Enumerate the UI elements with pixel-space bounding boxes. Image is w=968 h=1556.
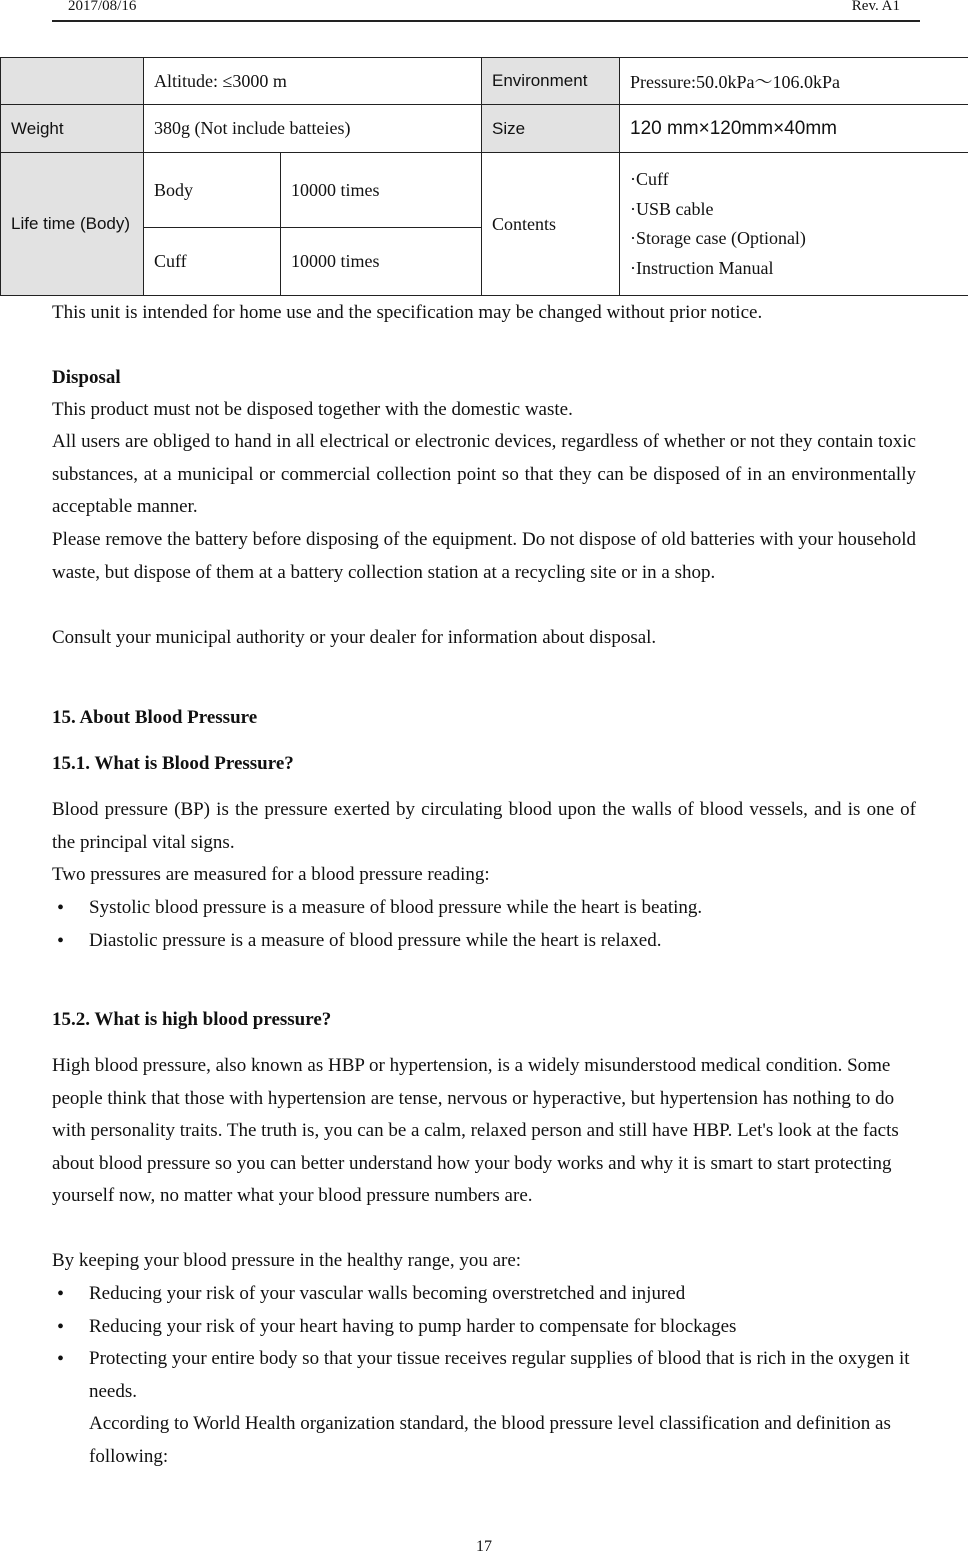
subsection-heading: 15.1. What is Blood Pressure?: [52, 748, 916, 781]
page-header: [52, 0, 920, 22]
body-paragraph: Blood pressure (BP) is the pressure exerted by circulating blood upon the walls of blood vessels, and is one of the principal vital signs.: [52, 794, 916, 859]
contents-item: ·Cuff: [630, 165, 958, 195]
size-label: Size: [482, 105, 620, 153]
disposal-paragraph: All users are obliged to hand in all electrical or electronic devices, regardless of whether or not they contain toxic substances, at a municipal or commercial collection point so that they can be disposed of in an environmentally acceptable manner.: [52, 426, 916, 524]
table-cell-empty: [1, 58, 144, 105]
disposal-paragraph: Consult your municipal authority or your dealer for information about disposal.: [52, 622, 916, 655]
weight-label: Weight: [1, 105, 144, 153]
pressure-value: Pressure:50.0kPa～106.0kPa: [620, 58, 968, 105]
header-revision: Rev. A1: [852, 0, 900, 15]
disposal-paragraph: Please remove the battery before disposing of the equipment. Do not dispose of old batteries with your household waste, but dispose of them at a battery collection station at a recycling site or in a shop.: [52, 524, 916, 589]
table-row: [1, 105, 968, 153]
benefits-list: [52, 1278, 916, 1408]
disposal-paragraph: This product must not be disposed together with the domestic waste.: [52, 394, 916, 427]
body-paragraph: Two pressures are measured for a blood pressure reading:: [52, 859, 916, 892]
contents-label: Contents: [482, 153, 620, 296]
disposal-heading: Disposal: [52, 362, 916, 395]
list-item: • Protecting your entire body so that your tissue receives regular supplies of blood that is rich in the oxygen it needs.: [52, 1343, 916, 1408]
contents-item: ·USB cable: [630, 195, 958, 225]
cuff-value: 10000 times: [281, 228, 482, 296]
altitude-value: Altitude: ≤3000 m: [144, 58, 482, 105]
list-item: • Diastolic pressure is a measure of blood pressure while the heart is relaxed.: [52, 925, 916, 958]
list-item: • Reducing your risk of your vascular walls becoming overstretched and injured: [52, 1278, 916, 1311]
list-item: • Reducing your risk of your heart having to pump harder to compensate for blockages: [52, 1311, 916, 1344]
contents-item: ·Instruction Manual: [630, 254, 958, 284]
environment-label: Environment: [482, 58, 620, 105]
table-row: [1, 58, 968, 105]
header-date: 2017/08/16: [68, 0, 136, 15]
section-heading: 15. About Blood Pressure: [52, 702, 916, 735]
contents-list: [620, 153, 968, 296]
page-number: 17: [0, 1538, 968, 1556]
size-value: 120 mm×120mm×40mm: [620, 105, 968, 153]
body-paragraph: High blood pressure, also known as HBP or hypertension, is a widely misunderstood medical condition. Some people think that those with hypertension are tense, nervous or hyperactive, but hypertension has nothing to do with personality traits. The truth is, you can be a calm, relaxed person and still have HBP. Let's look at the facts about blood pressure so you can better understand how your body works and why it is smart to start protecting yourself now, no matter what your blood pressure numbers are.: [52, 1050, 902, 1213]
body-paragraph: By keeping your blood pressure in the healthy range, you are:: [52, 1245, 916, 1278]
list-item: • Systolic blood pressure is a measure of blood pressure while the heart is beating.: [52, 892, 916, 925]
body-paragraph: According to World Health organization standard, the blood pressure level classification and definition as following:: [89, 1408, 919, 1473]
bp-types-list: [52, 892, 916, 957]
contents-item: ·Storage case (Optional): [630, 224, 958, 254]
specification-notice: This unit is intended for home use and the specification may be changed without prior notice.: [52, 297, 916, 330]
subsection-heading: 15.2. What is high blood pressure?: [52, 1004, 916, 1037]
cuff-label: Cuff: [144, 228, 281, 296]
weight-value: 380g (Not include batteies): [144, 105, 482, 153]
lifetime-label: Life time (Body): [1, 153, 144, 296]
table-row: [1, 153, 968, 228]
body-value: 10000 times: [281, 153, 482, 228]
body-label: Body: [144, 153, 281, 228]
specification-table: [0, 57, 968, 296]
